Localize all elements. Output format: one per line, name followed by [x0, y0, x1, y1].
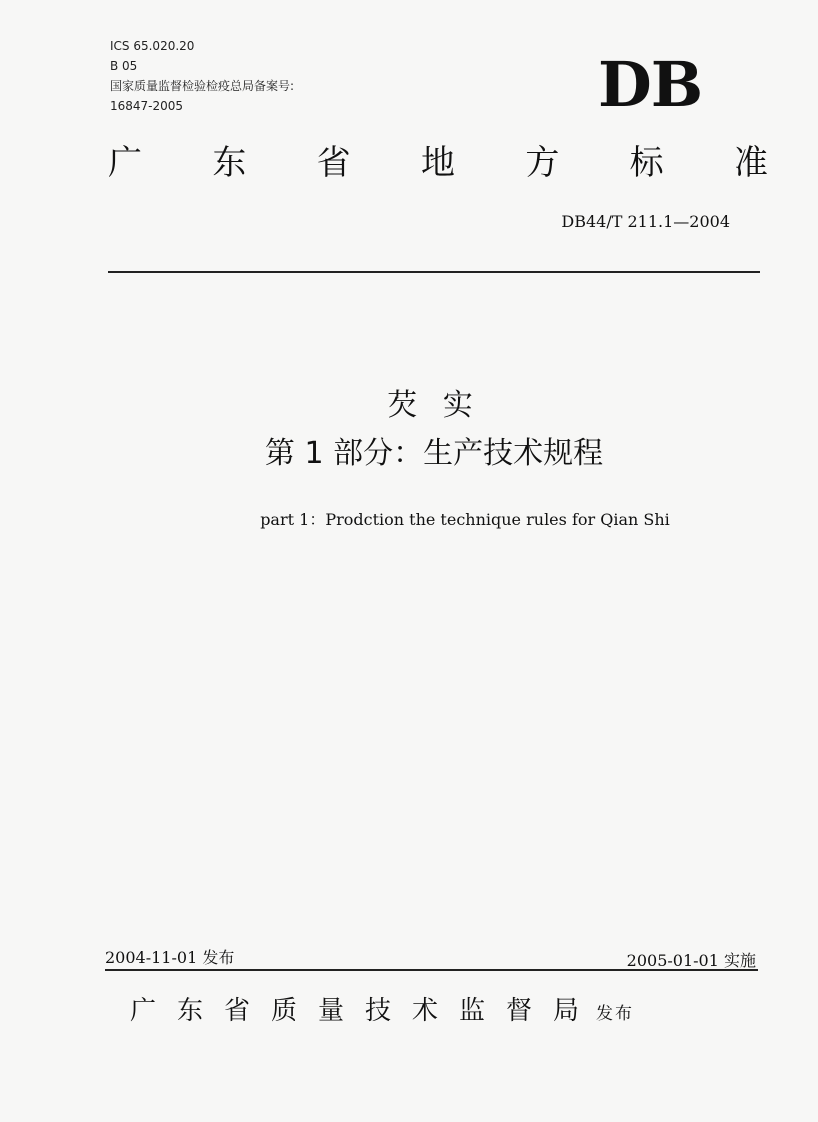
standard-type-char: 地 [420, 143, 455, 183]
title-line-2: 第 1 部分：生产技术规程 [264, 436, 604, 471]
publisher-action: 发布 [596, 1004, 635, 1024]
standard-type-char: 省 [316, 143, 351, 183]
publisher-name: 广东省质量技术监督局 [130, 996, 601, 1026]
filing-label: 国家质量监督检验检疫总局备案号: [110, 79, 295, 93]
publisher-line [130, 990, 730, 1027]
document-title [108, 382, 760, 478]
classification-block [110, 36, 294, 116]
standard-type-char: 东 [212, 143, 247, 183]
db-logo: DB [598, 48, 703, 121]
standard-type-char: 准 [733, 143, 768, 183]
footer-divider [105, 969, 758, 971]
implementation-date: 2005-01-01 实施 [626, 951, 756, 970]
standard-type-char: 方 [525, 143, 560, 183]
standard-type-heading [100, 138, 776, 188]
title-line-1: 芡 实 [387, 388, 481, 423]
filing-number: 16847-2005 [110, 99, 184, 113]
ccs-code: B 05 [110, 59, 138, 73]
issue-date: 2004-11-01 发布 [105, 948, 235, 967]
header-divider [108, 271, 760, 273]
ics-code: ICS 65.020.20 [110, 39, 195, 53]
english-title: part 1：Prodction the technique rules for Qian Shi [260, 510, 670, 529]
standard-code: DB44/T 211.1—2004 [561, 212, 730, 231]
standard-type-char: 标 [629, 143, 664, 183]
standard-type-char: 广 [108, 143, 142, 183]
